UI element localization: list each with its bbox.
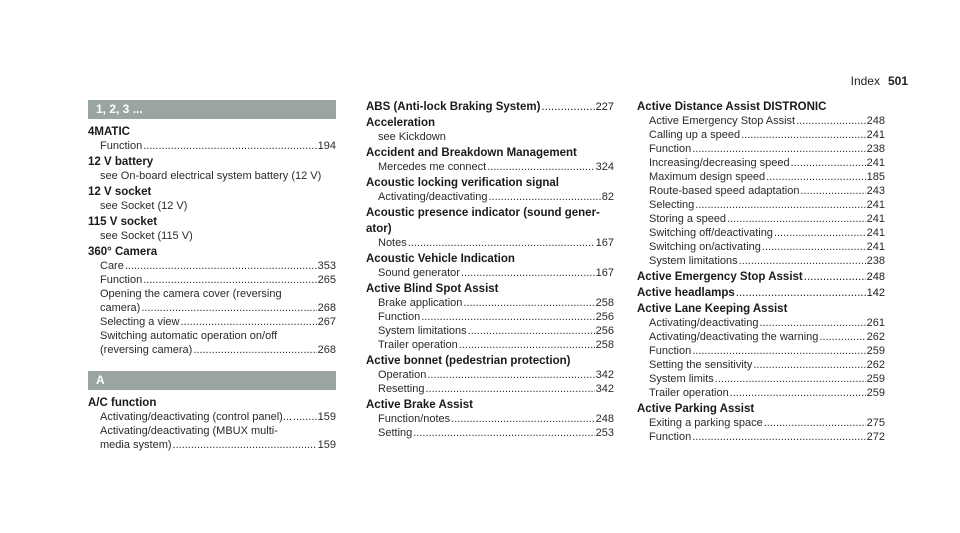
page-ref: 241 — [866, 213, 885, 225]
dot-leader — [181, 315, 317, 329]
page-ref: 258 — [595, 339, 614, 351]
index-term[interactable]: 4MATIC — [88, 126, 130, 138]
page-ref: 259 — [866, 387, 885, 399]
dot-leader — [141, 301, 316, 315]
subentry-line[interactable] — [366, 296, 614, 310]
subentry-line[interactable] — [88, 329, 336, 343]
index-entry — [366, 176, 614, 204]
subentry-text: Calling up a speed — [649, 129, 741, 141]
subentry-line[interactable] — [88, 169, 336, 183]
subentry-text: camera) — [100, 302, 141, 314]
subentry-text: Operation — [378, 369, 427, 381]
index-term[interactable]: A/C function — [88, 397, 157, 409]
index-term[interactable]: Active Lane Keeping Assist — [637, 303, 788, 315]
subentry-text: see Kickdown — [378, 131, 446, 143]
dot-leader — [408, 236, 595, 250]
page-ref: 268 — [317, 302, 336, 314]
page-ref: 265 — [317, 274, 336, 286]
subentry-line[interactable] — [637, 416, 885, 430]
index-entry — [88, 245, 336, 357]
index-entry — [366, 282, 614, 352]
section-band-a: A — [88, 371, 336, 390]
subentry-text: Mercedes me connect — [378, 161, 487, 173]
dot-leader — [692, 430, 865, 444]
page-ref: 185 — [866, 171, 885, 183]
subentry-text: Function — [649, 345, 692, 357]
subentry-line[interactable] — [637, 142, 885, 156]
page-ref: 342 — [595, 383, 614, 395]
subentry-text: Resetting — [378, 383, 425, 395]
dot-leader — [488, 190, 600, 204]
index-entry — [366, 206, 614, 220]
subentry-text: Brake application — [378, 297, 463, 309]
subentry-text: Switching automatic operation on/off — [100, 330, 278, 342]
dot-leader — [692, 142, 865, 156]
index-entry — [366, 252, 614, 280]
page-ref: 256 — [595, 311, 614, 323]
dot-leader — [804, 270, 866, 284]
subentry-text: Trailer operation — [378, 339, 458, 351]
subentry-line[interactable] — [366, 160, 614, 174]
page-ref: 253 — [595, 427, 614, 439]
subentry-line[interactable] — [88, 259, 336, 273]
index-label: Index — [850, 74, 880, 88]
page-ref: 248 — [866, 271, 885, 283]
page-ref: 324 — [595, 161, 614, 173]
subentry-line[interactable] — [88, 287, 336, 301]
index-column-3 — [637, 100, 885, 446]
index-term-line[interactable] — [637, 286, 885, 300]
index-term[interactable]: Acoustic Vehicle Indication — [366, 253, 515, 265]
subentry-line[interactable] — [88, 139, 336, 153]
dot-leader — [425, 382, 594, 396]
page-ref: 167 — [595, 237, 614, 249]
subentry-text: Setting the sensitivity — [649, 359, 753, 371]
subentry-text: Selecting a view — [100, 316, 180, 328]
subentry-line[interactable] — [637, 330, 885, 344]
dot-leader — [759, 316, 865, 330]
page-ref: 259 — [866, 373, 885, 385]
page-ref: 268 — [317, 344, 336, 356]
index-entry — [88, 215, 336, 243]
subentry-line[interactable] — [88, 438, 336, 452]
dot-leader — [461, 266, 595, 280]
index-entry — [88, 185, 336, 213]
subentry-text: Sound generator — [378, 267, 460, 279]
index-term[interactable]: Active Brake Assist — [366, 399, 473, 411]
subentry-line[interactable] — [637, 386, 885, 400]
subentry-text: Notes — [378, 237, 407, 249]
subentry-line[interactable] — [637, 344, 885, 358]
subentry-line[interactable] — [366, 310, 614, 324]
index-term: ABS (Anti-lock Braking System) — [366, 101, 541, 113]
dot-leader — [791, 156, 866, 170]
index-term: Active Emergency Stop Assist — [637, 271, 803, 283]
page-ref: 353 — [317, 260, 336, 272]
page-ref: 82 — [601, 191, 614, 203]
subentry-text: Function — [100, 274, 143, 286]
index-entry — [637, 100, 885, 268]
page-number: 501 — [887, 74, 908, 88]
subentry-line[interactable] — [637, 254, 885, 268]
subentry-text: Route-based speed adaptation — [649, 185, 800, 197]
dot-leader — [125, 259, 317, 273]
subentry-text: Switching off/deactivating — [649, 227, 773, 239]
subentry-text: Opening the camera cover (reversing — [100, 288, 282, 300]
page-ref: 261 — [866, 317, 885, 329]
index-term[interactable]: Accident and Breakdown Management — [366, 147, 577, 159]
subentry-line[interactable] — [637, 240, 885, 254]
subentry-text: (reversing camera) — [100, 344, 193, 356]
subentry-text: Exiting a parking space — [649, 417, 763, 429]
subentry-text: Switching on/activating — [649, 241, 761, 253]
subentry-line[interactable] — [88, 424, 336, 438]
dot-leader — [468, 324, 595, 338]
page-ref: 258 — [595, 297, 614, 309]
subentry-text: Setting — [378, 427, 413, 439]
index-term[interactable]: 12 V battery — [88, 156, 154, 168]
subentry-line[interactable] — [88, 343, 336, 357]
dot-leader — [762, 240, 866, 254]
subentry-text: Activating/deactivating (MBUX multi- — [100, 425, 278, 437]
subentry-text: System limits — [649, 373, 714, 385]
page-ref: 272 — [866, 431, 885, 443]
index-term-line[interactable] — [366, 100, 614, 114]
index-column-2 — [366, 100, 614, 442]
subentry-text: Function — [100, 140, 143, 152]
index-column-1 — [88, 100, 336, 454]
subentry-line[interactable] — [366, 266, 614, 280]
dot-leader — [715, 372, 866, 386]
dot-leader — [427, 368, 594, 382]
index-term[interactable]: Active Blind Spot Assist — [366, 283, 499, 295]
page-ref: 248 — [866, 115, 885, 127]
dot-leader — [819, 330, 865, 344]
subentry-line[interactable] — [88, 199, 336, 213]
subentry-line[interactable] — [366, 382, 614, 396]
dot-leader — [692, 344, 865, 358]
subentry-text: Activating/deactivating — [378, 191, 488, 203]
subentry-line[interactable] — [637, 114, 885, 128]
dot-leader — [463, 296, 594, 310]
page-ref: 248 — [595, 413, 614, 425]
page-ref: 238 — [866, 255, 885, 267]
subentry-text: Function/notes — [378, 413, 451, 425]
subentry-text: Selecting — [649, 199, 695, 211]
index-term[interactable]: 115 V socket — [88, 216, 158, 228]
page-ref: 256 — [595, 325, 614, 337]
dot-leader — [695, 198, 865, 212]
dot-leader — [421, 310, 594, 324]
page-ref: 142 — [866, 287, 885, 299]
index-term[interactable]: Acoustic locking verification signal — [366, 177, 559, 189]
subentry-text: Trailer operation — [649, 387, 729, 399]
dot-leader — [541, 100, 594, 114]
subentry-text: see Socket (12 V) — [100, 200, 188, 212]
subentry-text: Maximum design speed — [649, 171, 766, 183]
index-entry — [366, 222, 614, 250]
subentry-line[interactable] — [88, 315, 336, 329]
subentry-line[interactable] — [366, 426, 614, 440]
page-ref: 241 — [866, 241, 885, 253]
index-term: Active headlamps — [637, 287, 735, 299]
page-ref: 241 — [866, 227, 885, 239]
subentry-line[interactable] — [366, 368, 614, 382]
page-ref: 227 — [595, 101, 614, 113]
dot-leader — [764, 416, 866, 430]
dot-leader — [774, 226, 866, 240]
page-header — [851, 74, 908, 88]
page-ref: 259 — [866, 345, 885, 357]
dot-leader — [413, 426, 594, 440]
subentry-line[interactable] — [366, 338, 614, 352]
dot-leader — [193, 343, 316, 357]
index-term[interactable]: Active Parking Assist — [637, 403, 755, 415]
index-entry — [366, 354, 614, 396]
subentry-text: see On-board electrical system battery (12 V) — [100, 170, 322, 182]
section-band-numbers: 1, 2, 3 ... — [88, 100, 336, 119]
subentry-text: Function — [649, 143, 692, 155]
index-term[interactable]: 12 V socket — [88, 186, 152, 198]
index-term[interactable]: 360° Camera — [88, 246, 158, 258]
index-term[interactable]: Acceleration — [366, 117, 436, 129]
index-term-line[interactable] — [637, 270, 885, 284]
subentry-line[interactable] — [366, 190, 614, 204]
subentry-text: see Socket (115 V) — [100, 230, 193, 242]
dot-leader — [173, 438, 317, 452]
index-term[interactable]: Active bonnet (pedestrian protection) — [366, 355, 571, 367]
dot-leader — [459, 338, 595, 352]
index-entry — [637, 402, 885, 444]
subentry-line[interactable] — [88, 301, 336, 315]
subentry-text: Function — [649, 431, 692, 443]
dot-leader — [753, 358, 865, 372]
page-ref: 159 — [317, 411, 336, 423]
dot-leader — [800, 184, 865, 198]
subentry-line[interactable] — [637, 316, 885, 330]
index-entry — [637, 270, 885, 284]
subentry-line[interactable] — [637, 156, 885, 170]
index-term[interactable]: ator) — [366, 223, 392, 235]
subentry-text: media system) — [100, 439, 172, 451]
subentry-line[interactable] — [637, 212, 885, 226]
index-term[interactable]: Acoustic presence indicator (sound gener- — [366, 207, 600, 219]
subentry-line[interactable] — [637, 430, 885, 444]
subentry-line[interactable] — [637, 170, 885, 184]
dot-leader — [741, 128, 866, 142]
page-ref: 262 — [866, 331, 885, 343]
dot-leader — [487, 160, 594, 174]
subentry-text: Storing a speed — [649, 213, 727, 225]
dot-leader — [796, 114, 866, 128]
index-entry — [637, 302, 885, 400]
page-ref: 241 — [866, 157, 885, 169]
subentry-line[interactable] — [637, 372, 885, 386]
dot-leader — [451, 412, 594, 426]
dot-leader — [293, 410, 317, 424]
dot-leader — [143, 139, 316, 153]
subentry-line[interactable] — [366, 412, 614, 426]
subentry-line[interactable] — [637, 226, 885, 240]
page-ref: 159 — [317, 439, 336, 451]
subentry-text: Activating/deactivating the warning — [649, 331, 819, 343]
index-entry — [88, 396, 336, 452]
subentry-text: System limitations — [649, 255, 738, 267]
page-ref: 262 — [866, 359, 885, 371]
subentry-line[interactable] — [88, 229, 336, 243]
subentry-line[interactable] — [88, 273, 336, 287]
page-ref: 275 — [866, 417, 885, 429]
index-entry — [88, 125, 336, 153]
subentry-line[interactable] — [366, 130, 614, 144]
page-ref: 238 — [866, 143, 885, 155]
index-entry — [88, 155, 336, 183]
page-ref: 267 — [317, 316, 336, 328]
index-entry — [366, 398, 614, 440]
page-ref: 241 — [866, 129, 885, 141]
subentry-line[interactable] — [637, 358, 885, 372]
dot-leader — [736, 286, 866, 300]
page-ref: 243 — [866, 185, 885, 197]
subentry-text: Activating/deactivating — [649, 317, 759, 329]
index-entry — [366, 116, 614, 144]
subentry-text: Active Emergency Stop Assist — [649, 115, 796, 127]
subentry-line[interactable] — [637, 184, 885, 198]
subentry-text: Activating/deactivating (control panel)... — [100, 411, 292, 423]
subentry-text: Care — [100, 260, 124, 272]
dot-leader — [766, 170, 865, 184]
subentry-line[interactable] — [366, 236, 614, 250]
page-ref: 241 — [866, 199, 885, 211]
dot-leader — [739, 254, 866, 268]
index-entry — [637, 286, 885, 300]
page-ref: 167 — [595, 267, 614, 279]
index-entry — [366, 146, 614, 174]
subentry-line[interactable] — [88, 410, 336, 424]
index-term[interactable]: Active Distance Assist DISTRONIC — [637, 101, 827, 113]
subentry-text: Function — [378, 311, 421, 323]
page-ref: 194 — [317, 140, 336, 152]
dot-leader — [727, 212, 866, 226]
index-entry — [366, 100, 614, 114]
subentry-text: System limitations — [378, 325, 467, 337]
page-ref: 342 — [595, 369, 614, 381]
dot-leader — [143, 273, 316, 287]
subentry-line[interactable] — [366, 324, 614, 338]
subentry-line[interactable] — [637, 128, 885, 142]
dot-leader — [730, 386, 866, 400]
subentry-text: Increasing/decreasing speed — [649, 157, 790, 169]
subentry-line[interactable] — [637, 198, 885, 212]
